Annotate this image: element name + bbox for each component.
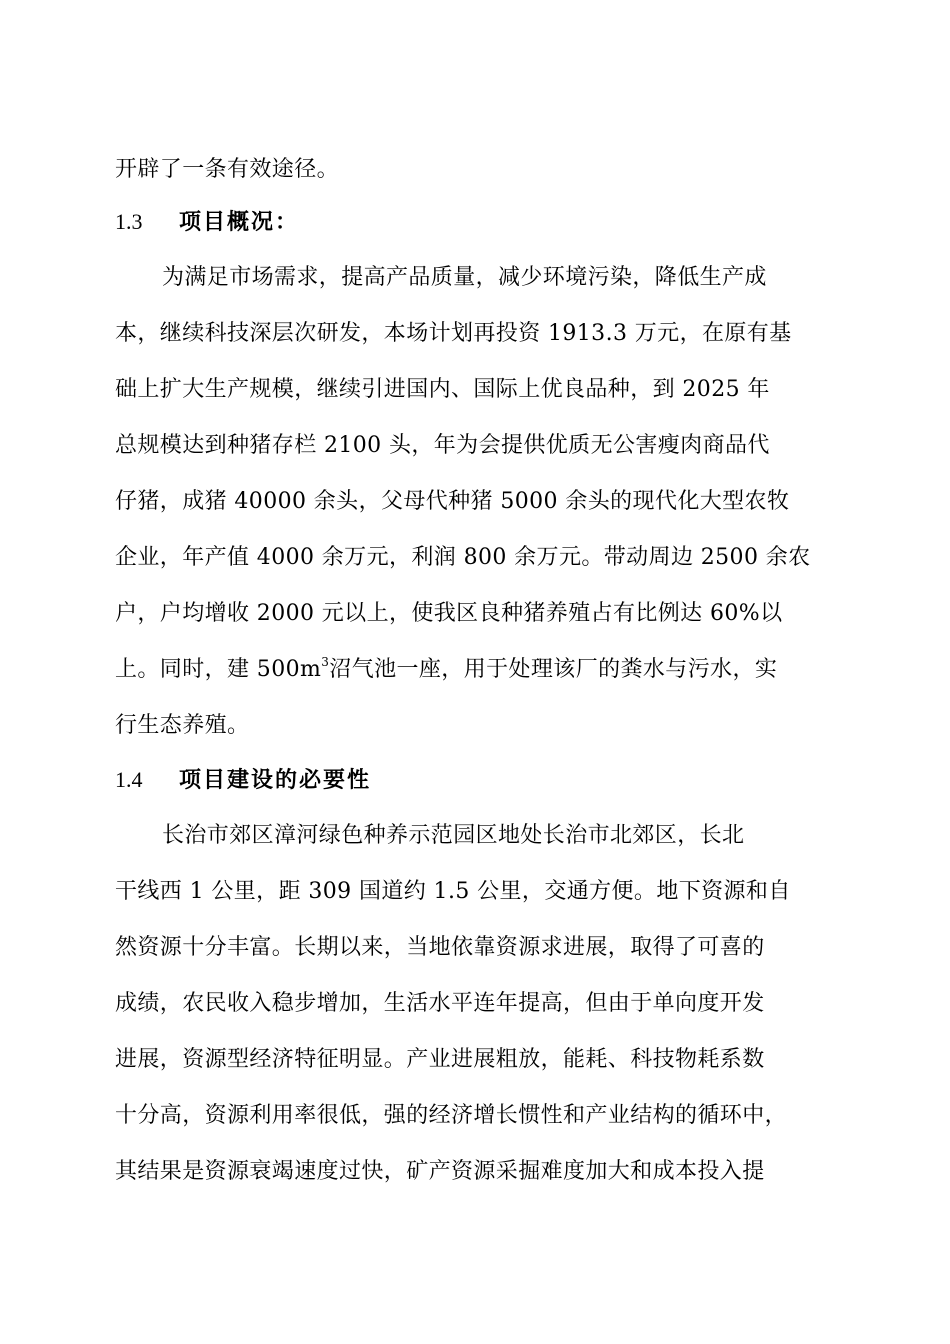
paragraph-line: 仔猪，成猪 40000 余头，父母代种猪 5000 余头的现代化大型农牧 bbox=[115, 489, 790, 514]
section-number: 1.4 bbox=[115, 767, 143, 792]
paragraph-line: 开辟了一条有效途径。 bbox=[115, 157, 340, 182]
paragraph-line: 总规模达到种猪存栏 2100 头，年为会提供优质无公害瘦肉商品代 bbox=[115, 433, 770, 458]
paragraph-line: 行生态养殖。 bbox=[115, 713, 250, 738]
paragraph-line: 企业，年产值 4000 余万元，利润 800 余万元。带动周边 2500 余农 bbox=[115, 545, 811, 570]
paragraph-line: 干线西 1 公里，距 309 国道约 1.5 公里，交通方便。地下资源和自 bbox=[115, 879, 791, 904]
section-heading-1-3 bbox=[115, 207, 299, 237]
paragraph-line: 础上扩大生产规模，继续引进国内、国际上优良品种，到 2025 年 bbox=[115, 377, 770, 402]
section-heading-1-4 bbox=[115, 765, 371, 795]
section-number: 1.3 bbox=[115, 209, 143, 234]
section-title: 项目概况： bbox=[179, 209, 300, 235]
paragraph-line: 长治市郊区漳河绿色种养示范园区地处长治市北郊区，长北 bbox=[162, 823, 745, 848]
paragraph-line: 成绩，农民收入稳步增加，生活水平连年提高，但由于单向度开发 bbox=[115, 991, 765, 1016]
paragraph-line: 十分高，资源利用率很低，强的经济增长惯性和产业结构的循环中， bbox=[115, 1103, 788, 1128]
line-text-after-superscript: 沼气池一座，用于处理该厂的粪水与污水，实 bbox=[329, 657, 778, 682]
paragraph-line: 然资源十分丰富。长期以来，当地依靠资源求进展，取得了可喜的 bbox=[115, 935, 765, 960]
paragraph-line: 为满足市场需求，提高产品质量，减少环境污染，降低生产成 bbox=[162, 265, 767, 290]
paragraph-line: 户，户均增收 2000 元以上，使我区良种猪养殖占有比例达 60%以 bbox=[115, 601, 783, 626]
paragraph-line: 进展，资源型经济特征明显。产业进展粗放，能耗、科技物耗系数 bbox=[115, 1047, 765, 1072]
line-text-before-superscript: 上。同时，建 500m bbox=[115, 657, 322, 682]
paragraph-line bbox=[115, 655, 777, 685]
paragraph-line: 本，继续科技深层次研发，本场计划再投资 1913.3 万元，在原有基 bbox=[115, 321, 792, 346]
paragraph-line: 其结果是资源衰竭速度过快，矿产资源采掘难度加大和成本投入提 bbox=[115, 1159, 765, 1184]
section-title: 项目建设的必要性 bbox=[179, 767, 372, 793]
cubic-superscript: 3 bbox=[321, 654, 330, 669]
